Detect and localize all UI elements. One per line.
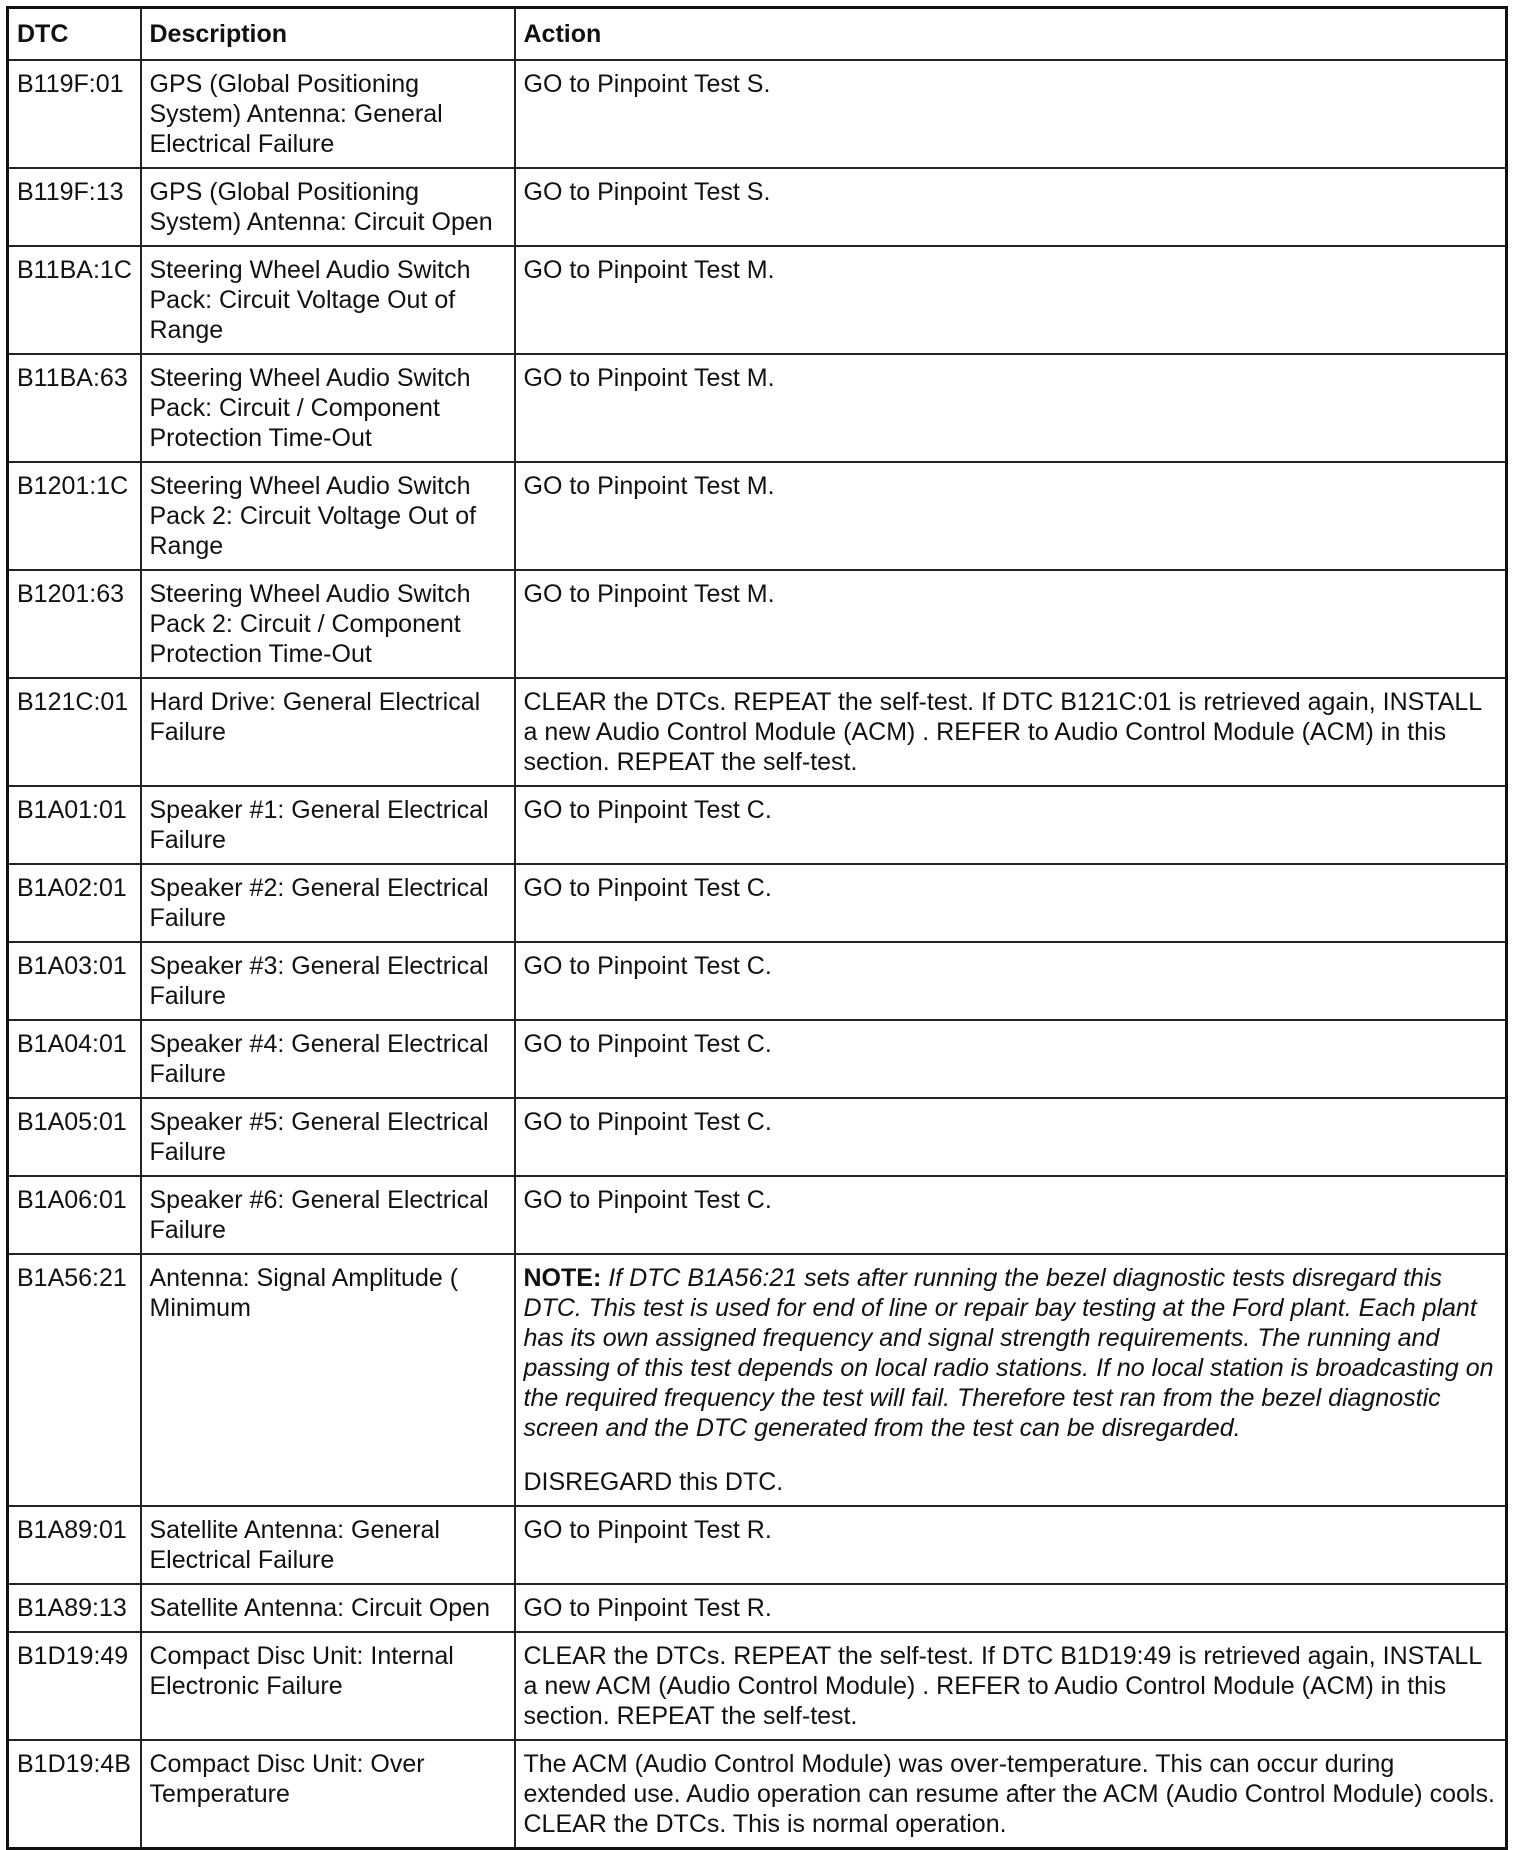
description-cell: Hard Drive: General Electrical Failure	[141, 678, 515, 786]
action-cell: GO to Pinpoint Test M.	[515, 570, 1507, 678]
dtc-code-cell: B1A01:01	[8, 786, 141, 864]
action-cell: GO to Pinpoint Test C.	[515, 1098, 1507, 1176]
action-cell: GO to Pinpoint Test R.	[515, 1584, 1507, 1632]
table-row	[8, 1506, 1507, 1584]
action-cell: GO to Pinpoint Test C.	[515, 1176, 1507, 1254]
table-row	[8, 1020, 1507, 1098]
dtc-code-cell: B11BA:63	[8, 354, 141, 462]
table-row	[8, 1740, 1507, 1849]
action-text: DISREGARD this DTC.	[523, 1468, 784, 1496]
description-cell: GPS (Global Positioning System) Antenna: General Electrical Failure	[141, 60, 515, 168]
action-cell: GO to Pinpoint Test C.	[515, 786, 1507, 864]
description-cell: Steering Wheel Audio Switch Pack 2: Circuit Voltage Out of Range	[141, 462, 515, 570]
action-cell: CLEAR the DTCs. REPEAT the self-test. If DTC B1D19:49 is retrieved again, INSTALL a new ACM (Audio Control Module) . REFER to Audio Control Module (ACM) in this section. REPEAT the self-test.	[515, 1632, 1507, 1740]
action-cell: GO to Pinpoint Test C.	[515, 864, 1507, 942]
header-action: Action	[515, 8, 1507, 61]
description-cell: Steering Wheel Audio Switch Pack 2: Circuit / Component Protection Time-Out	[141, 570, 515, 678]
action-cell	[515, 1254, 1507, 1506]
action-cell: CLEAR the DTCs. REPEAT the self-test. If DTC B121C:01 is retrieved again, INSTALL a new Audio Control Module (ACM) . REFER to Audio Control Module (ACM) in this section. REPEAT the self-test.	[515, 678, 1507, 786]
action-cell: The ACM (Audio Control Module) was over-temperature. This can occur during extended use. Audio operation can resume after the ACM (Audio Control Module) cools. CLEAR the DTCs. This is normal operation.	[515, 1740, 1507, 1849]
dtc-code-cell: B1D19:4B	[8, 1740, 141, 1849]
table-row	[8, 60, 1507, 168]
dtc-code-cell: B1A89:13	[8, 1584, 141, 1632]
table-row	[8, 1584, 1507, 1632]
dtc-code-cell: B121C:01	[8, 678, 141, 786]
description-cell: Satellite Antenna: General Electrical Failure	[141, 1506, 515, 1584]
dtc-code-cell: B119F:13	[8, 168, 141, 246]
table-row	[8, 168, 1507, 246]
table-row	[8, 786, 1507, 864]
dtc-code-cell: B119F:01	[8, 60, 141, 168]
action-cell: GO to Pinpoint Test S.	[515, 60, 1507, 168]
action-cell: GO to Pinpoint Test S.	[515, 168, 1507, 246]
description-cell: Speaker #4: General Electrical Failure	[141, 1020, 515, 1098]
dtc-code-cell: B1D19:49	[8, 1632, 141, 1740]
dtc-code-cell: B1A89:01	[8, 1506, 141, 1584]
dtc-code-cell: B1A05:01	[8, 1098, 141, 1176]
description-cell: Speaker #1: General Electrical Failure	[141, 786, 515, 864]
header-description: Description	[141, 8, 515, 61]
table-header-row	[8, 8, 1507, 61]
dtc-code-cell: B1A02:01	[8, 864, 141, 942]
description-cell: GPS (Global Positioning System) Antenna: Circuit Open	[141, 168, 515, 246]
description-cell: Speaker #6: General Electrical Failure	[141, 1176, 515, 1254]
table-row	[8, 570, 1507, 678]
note-paragraph	[524, 1263, 1498, 1443]
action-cell: GO to Pinpoint Test M.	[515, 354, 1507, 462]
note-label: NOTE:	[523, 1264, 602, 1292]
table-row	[8, 942, 1507, 1020]
dtc-code-cell: B1201:1C	[8, 462, 141, 570]
action-cell: GO to Pinpoint Test R.	[515, 1506, 1507, 1584]
table-row	[8, 246, 1507, 354]
dtc-table	[6, 6, 1508, 1850]
dtc-code-cell: B1A06:01	[8, 1176, 141, 1254]
action-cell: GO to Pinpoint Test M.	[515, 462, 1507, 570]
action-cell: GO to Pinpoint Test M.	[515, 246, 1507, 354]
description-cell: Compact Disc Unit: Internal Electronic Failure	[141, 1632, 515, 1740]
description-cell: Satellite Antenna: Circuit Open	[141, 1584, 515, 1632]
table-row	[8, 354, 1507, 462]
description-cell: Compact Disc Unit: Over Temperature	[141, 1740, 515, 1849]
dtc-code-cell: B1A56:21	[8, 1254, 141, 1506]
dtc-code-cell: B1A03:01	[8, 942, 141, 1020]
description-cell: Speaker #5: General Electrical Failure	[141, 1098, 515, 1176]
description-cell: Speaker #2: General Electrical Failure	[141, 864, 515, 942]
description-cell: Antenna: Signal Amplitude ( Minimum	[141, 1254, 515, 1506]
action-cell: GO to Pinpoint Test C.	[515, 1020, 1507, 1098]
description-cell: Speaker #3: General Electrical Failure	[141, 942, 515, 1020]
dtc-code-cell: B1201:63	[8, 570, 141, 678]
table-row	[8, 864, 1507, 942]
table-row	[8, 678, 1507, 786]
description-cell: Steering Wheel Audio Switch Pack: Circuit Voltage Out of Range	[141, 246, 515, 354]
note-text: If DTC B1A56:21 sets after running the bezel diagnostic tests disregard this DTC. This test is used for end of line or repair bay testing at the Ford plant. Each plant has its own assigned frequency and signal strength requirements. The running and passing of this test depends on local radio stations. If no local station is broadcasting on the required frequency the test will fail. Therefore test ran from the bezel diagnostic screen and the DTC generated from the test can be disregarded.	[523, 1264, 1494, 1442]
dtc-code-cell: B1A04:01	[8, 1020, 141, 1098]
table-row	[8, 1632, 1507, 1740]
dtc-code-cell: B11BA:1C	[8, 246, 141, 354]
table-row	[8, 1176, 1507, 1254]
table-row	[8, 462, 1507, 570]
table-row	[8, 1254, 1507, 1506]
header-dtc: DTC	[8, 8, 141, 61]
action-cell: GO to Pinpoint Test C.	[515, 942, 1507, 1020]
table-row	[8, 1098, 1507, 1176]
description-cell: Steering Wheel Audio Switch Pack: Circuit / Component Protection Time-Out	[141, 354, 515, 462]
